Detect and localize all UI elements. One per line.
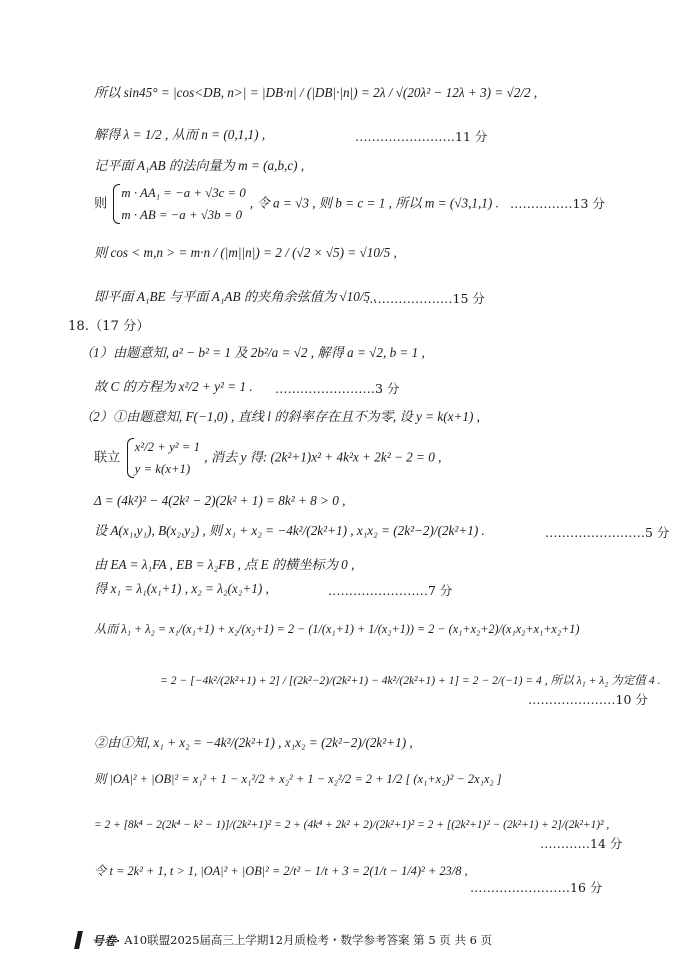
line-oa-ob-expand-text: = 2 + [8k⁴ − 2(2k⁴ − k² − 1)]/(2k²+1)² = 2 + (4k⁴ + 2k² + 2)/(2k²+1)² = 2 + [(2k²+1)² − (2k²+1) + 2]/(2k²+1)² ,: [94, 819, 610, 831]
line-x-lambda: [94, 580, 269, 599]
line-sin45-text: 所以 sin45° = |cos<DB, n>| = |DB·n| / (|DB|·|n|) = 2λ / √(20λ² − 12λ + 3) = √2/2 ,: [94, 85, 538, 100]
footer-text: A10联盟2025届高三上学期12月质检考・数学参考答案 第 5 页 共 6 页: [124, 933, 493, 947]
line-part1-b: [94, 378, 253, 397]
line-discriminant: [94, 492, 345, 511]
part2-system-eq2: y = k(x+1): [134, 462, 191, 476]
line-part2-a: [80, 408, 480, 427]
line-oa-ob: [94, 770, 502, 789]
line-vieta-text: 设 A(x₁,y₁), B(x₂,y₂) , 则 x₁ + x₂ = −4k²/(2k²+1) , x₁x₂ = (2k²−2)/(2k²+1) .: [94, 523, 485, 538]
publisher-logo-text: 号卷·: [92, 933, 121, 948]
line-system-m: [94, 182, 499, 228]
part2-system-eq1: x²/2 + y² = 1: [134, 440, 201, 454]
line-part1-a: [80, 344, 425, 363]
score-15: …………………15 分: [365, 291, 485, 306]
system-m-eq2: m · AB = −a + √3b = 0: [121, 208, 242, 222]
line-vectors: [94, 556, 354, 575]
line-part2-a-text: （2）①由题意知, F(−1,0) , 直线 l 的斜率存在且不为零, 设 y = k(x+1) ,: [80, 409, 480, 424]
line-x-lambda-text: 得 x₁ = λ₁(x₁+1) , x₂ = λ₂(x₂+1) ,: [94, 581, 269, 596]
score-13: ……………13 分: [510, 196, 605, 211]
part2-system-prefix: 联立: [94, 450, 121, 466]
line-part2-2-a: [94, 734, 413, 753]
line-conclusion-17-text: 即平面 A₁BE 与平面 A₁AB 的夹角余弦值为 √10/5 .: [94, 289, 377, 304]
part2-system-brace: [125, 436, 200, 480]
line-substitution-t: [94, 862, 468, 881]
line-vieta: [94, 522, 485, 541]
line-part2-2-a-text: ②由①知, x₁ + x₂ = −4k²/(2k²+1) , x₁x₂ = (2k²−2)/(2k²+1) ,: [94, 735, 413, 750]
line-cos-mn: [94, 244, 397, 263]
part2-system-suffix: , 消去 y 得: (2k²+1)x² + 4k²x + 2k² − 2 = 0 ,: [204, 449, 442, 465]
score-14: …………14 分: [540, 836, 623, 851]
score-5: ……………………5 分: [545, 525, 670, 540]
line-normal-m-text: 记平面 A₁AB 的法向量为 m = (a,b,c) ,: [94, 158, 305, 173]
line-lambda-sum-text: 从而 λ₁ + λ₂ = x₁/(x₁+1) + x₂/(x₂+1) = 2 − (1/(x₁+1) + 1/(x₂+1)) = 2 − (x₁+x₂+2)/(x₁x₂+x₁+x₂+1): [94, 622, 580, 636]
score-10: …………………10 分: [528, 692, 648, 707]
score-3: ……………………3 分: [275, 381, 400, 396]
line-normal-m: [94, 157, 304, 176]
line-oa-ob-text: 则 |OA|² + |OB|² = x₁² + 1 − x₁²/2 + x₂² + 1 − x₂²/2 = 2 + 1/2 [ (x₁+x₂)² − 2x₁x₂ ]: [94, 772, 502, 786]
score-11: ……………………11 分: [355, 129, 488, 144]
question-18-heading: 18.（17 分）: [68, 319, 150, 334]
line-part1-b-text: 故 C 的方程为 x²/2 + y² = 1 .: [94, 379, 253, 394]
line-part1-a-text: （1）由题意知, a² − b² = 1 及 2b²/a = √2 , 解得 a = √2, b = 1 ,: [80, 345, 425, 360]
line-substitution-t-text: 令 t = 2k² + 1, t > 1, |OA|² + |OB|² = 2/t² − 1/t + 3 = 2(1/t − 1/4)² + 23/8 ,: [94, 864, 468, 878]
system-m-brace: [111, 182, 245, 226]
line-lambda-value: [160, 672, 661, 690]
score-16: ……………………16 分: [470, 880, 603, 895]
system-m-eq1: m · AA₁ = −a + √3c = 0: [121, 186, 246, 200]
line-lambda-sum: [94, 620, 579, 639]
line-cos-mn-text: 则 cos < m,n > = m·n / (|m||n|) = 2 / (√2 × √5) = √10/5 ,: [94, 245, 397, 260]
line-solve-lambda: [94, 126, 265, 145]
page-footer: [70, 930, 492, 950]
line-part2-system: [94, 436, 441, 484]
line-conclusion-17: [94, 288, 377, 307]
line-solve-lambda-text: 解得 λ = 1/2 , 从而 n = (0,1,1) ,: [94, 127, 266, 142]
system-m-prefix: 则: [94, 196, 108, 212]
line-vectors-text: 由 EA = λ₁FA , EB = λ₂FB , 点 E 的横坐标为 0 ,: [94, 557, 355, 572]
score-7: ……………………7 分: [328, 583, 453, 598]
line-oa-ob-expand: [94, 816, 609, 834]
publisher-logo-icon: [70, 930, 88, 950]
line-lambda-value-text: = 2 − [−4k²/(2k²+1) + 2] / [(2k²−2)/(2k²+1) − 4k²/(2k²+1) + 1] = 2 − 2/(−1) = 4 , 所以 λ₁ + λ₂ 为定值 4 .: [160, 674, 661, 687]
line-discriminant-text: Δ = (4k²)² − 4(2k² − 2)(2k² + 1) = 8k² + 8 > 0 ,: [94, 493, 346, 508]
system-m-suffix: , 令 a = √3 , 则 b = c = 1 , 所以 m = (√3,1,1) .: [249, 195, 499, 211]
line-sin45: [94, 84, 537, 103]
